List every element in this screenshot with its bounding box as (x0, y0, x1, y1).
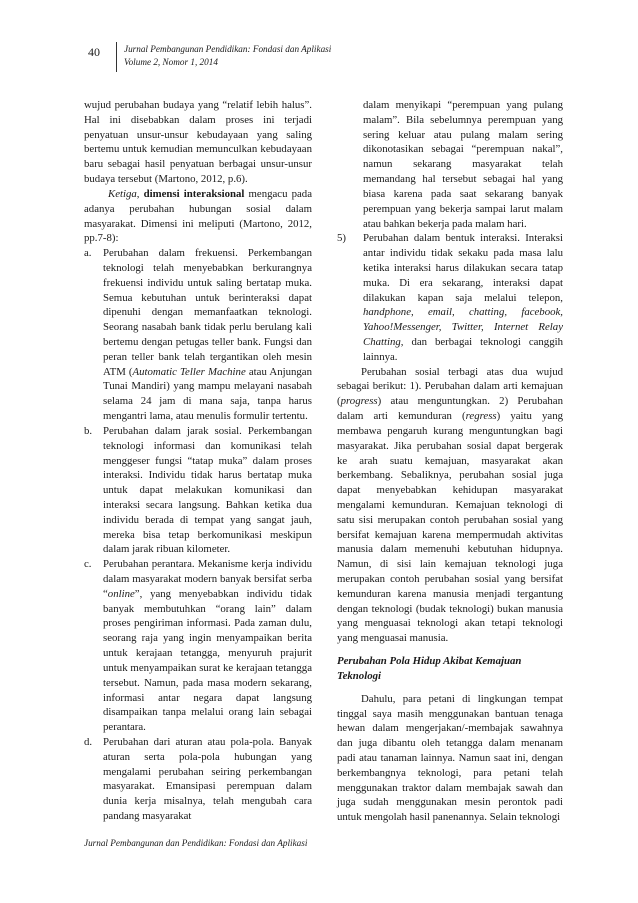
list-item-text: Perubahan dalam bentuk interaksi. Interaksi antar individu tidak sekaku pada masa lalu ketika interaksi harus dilakukan secara tatap muka. Di era sekarang, interaksi dapat dilakukan kapan saja melalui telepon, handphone, email, chatting, facebook, Yahoo!Messenger, Twitter, Internet Relay Chatting, dan berbagai teknologi canggih lainnya. (363, 232, 563, 363)
list-item-text: Perubahan dari aturan atau pola-pola. Banyak aturan serta pola-pola hubungan yang mengalami perubahan seiring perkembangan masyarakat. Emansipasi perempuan dalam dunia kerja misalnya, telah mengubah cara pandang masyarakat (103, 735, 312, 822)
paragraph-ketiga: Ketiga, dimensi interaksional mengacu pada adanya perubahan hubungan sosial dalam masyarakat. Dimensi ini meliputi (Martono, 2012, pp.7-8): (84, 187, 312, 245)
list-item-text: Perubahan perantara. Mekanisme kerja individu dalam masyarakat modern banyak bersifat serba “online”, yang menyebabkan individu tidak banyak membutuhkan “orang lain” dalam proses pengiriman informasi. Pada zaman dulu, seorang raja yang ingin menyampaikan berita untuk kerajaan tetangga, menyuruh prajurit untuk menyampaikan surat ke kerajaan tetangga tersebut. Namun, pada masa modern sekarang, informasi antar negara dapat langsung disampaikan tanpa melalui orang lain sebagai perantara. (103, 558, 312, 734)
list-marker: d. (84, 735, 93, 748)
page-number: 40 (88, 45, 100, 59)
paragraph: Dahulu, para petani di lingkungan tempat tinggal saya masih menggunakan bantuan tenaga hewan dalam mengerjakan/-membajak sawahnya dan juga dibantu oleh tetangga dalam menanam padi atau tanaman lainnya. Namun saat ini, dengan berkembangnya teknologi, para petani telah menggunakan traktor dalam membajak sawah dan juga sudah menggunakan mesin perontok padi untuk mengolah hasil panenannya. Selain teknologi (337, 692, 563, 824)
list-item-text: Perubahan dalam frekuensi. Perkembangan teknologi telah menyebabkan berkurangnya frekuensi individu untuk saling bertatap muka. Semua kebutuhan untuk berinteraksi dapat dipenuhi dengan memanfaatkan teknologi. Seorang nasabah bank tidak perlu berulang kali bertemu dengan petugas teller bank. Fungsi dan peran teller bank telah tergantikan oleh mesin ATM (Automatic Teller Machine atau Anjungan Tunai Mandiri) yang mampu melayani nasabah selama 24 jam di mana saja, tanpa harus mengantri lama, atau menulis formulir tertentu. (103, 247, 312, 423)
journal-title: Jurnal Pembangunan Pendidikan: Fondasi dan Aplikasi (124, 44, 332, 54)
list-item-text: Perubahan dalam jarak sosial. Perkembangan teknologi informasi dan komunikasi telah menggeser fungsi “tatap muka” dalam proses interaksi. Individu tidak harus bertatap muka untuk dapat melakukan komunikasi dan interaksi secara langsung. Bahkan ketika dua individu berada di tempat yang sangat jauh, mereka bisa tetap berkomunikasi meskipun dalam jarak ribuan kilometer. (103, 424, 312, 556)
running-header (88, 42, 388, 72)
list-item-d-continuation: dalam menyikapi “perempuan yang pulang malam”. Bila sebelumnya perempuan yang sering keluar atau pulang malam sering dikonotasikan sebagai “perempuan nakal”, namun sekarang masyarakat telah memandang hal tersebut sebagai hal yang biasa karena pada saat sekarang banyak perempuan yang bekerja sampai larut malam atau bahkan bekerja pada malam hari. (363, 99, 563, 230)
running-footer: Jurnal Pembangunan dan Pendidikan: Fondasi dan Aplikasi (84, 838, 308, 848)
list-marker: a. (84, 247, 92, 260)
list-marker: b. (84, 424, 93, 437)
journal-volume: Volume 2, Nomor 1, 2014 (124, 56, 218, 67)
list-item-a (84, 246, 312, 424)
list-item-c (84, 557, 312, 735)
paragraph-perubahan-sosial: Perubahan sosial terbagi atas dua wujud sebagai berikut: 1). Perubahan dalam arti kemajuan (progress) atau menguntungkan. 2) Perubahan dalam arti kemunduran (regress) yaitu yang membawa pengaruh kurang menguntungkan bagi masyarakat. Jika perubahan sosial dapat bergerak ke arah suatu kemajuan, masyarakat akan berkembang. Sebaliknya, perubahan sosial juga dapat menyebabkan kehidupan masyarakat mengalami kemunduran. Kemajuan teknologi di satu sisi merupakan contoh perubahan sosial yang bersifat kemajuan karena mempermudah aktivitas manusia dalam memenuhi kebutuhan hidupnya. Namun, di sisi lain kemajuan teknologi juga merupakan contoh perubahan sosial yang bersifat kemunduran karena manusia menjadi tergantung dengan teknologi (budak teknologi) bukan manusia yang menguasai teknologi akan tetapi teknologi yang menguasai manusia. (337, 365, 563, 645)
list-item-d (84, 735, 312, 824)
left-column (84, 98, 312, 824)
list-item-5 (337, 231, 563, 364)
emphasis: Ketiga (108, 187, 137, 200)
paragraph: wujud perubahan budaya yang “relatif lebih halus”. Hal ini disebabkan dalam proses ini terjadi penyatuan unsur-unsur kebudayaan yang saling bertemu untuk kemudian memunculkan kebudayaan baru sebagai hasil penyatuan berbagai unsur-unsur budaya tersebut (Martono, 2012, p.6). (84, 99, 312, 186)
list-item-b (84, 424, 312, 557)
term-dimensi-interaksional: dimensi interaksional (143, 187, 245, 200)
list-marker: 5) (337, 232, 346, 245)
header-divider (116, 42, 117, 72)
journal-info (124, 43, 331, 68)
right-column (337, 98, 563, 825)
section-heading: Perubahan Pola Hidup Akibat Kemajuan Teknologi (337, 655, 522, 682)
list-marker: c. (84, 558, 92, 571)
